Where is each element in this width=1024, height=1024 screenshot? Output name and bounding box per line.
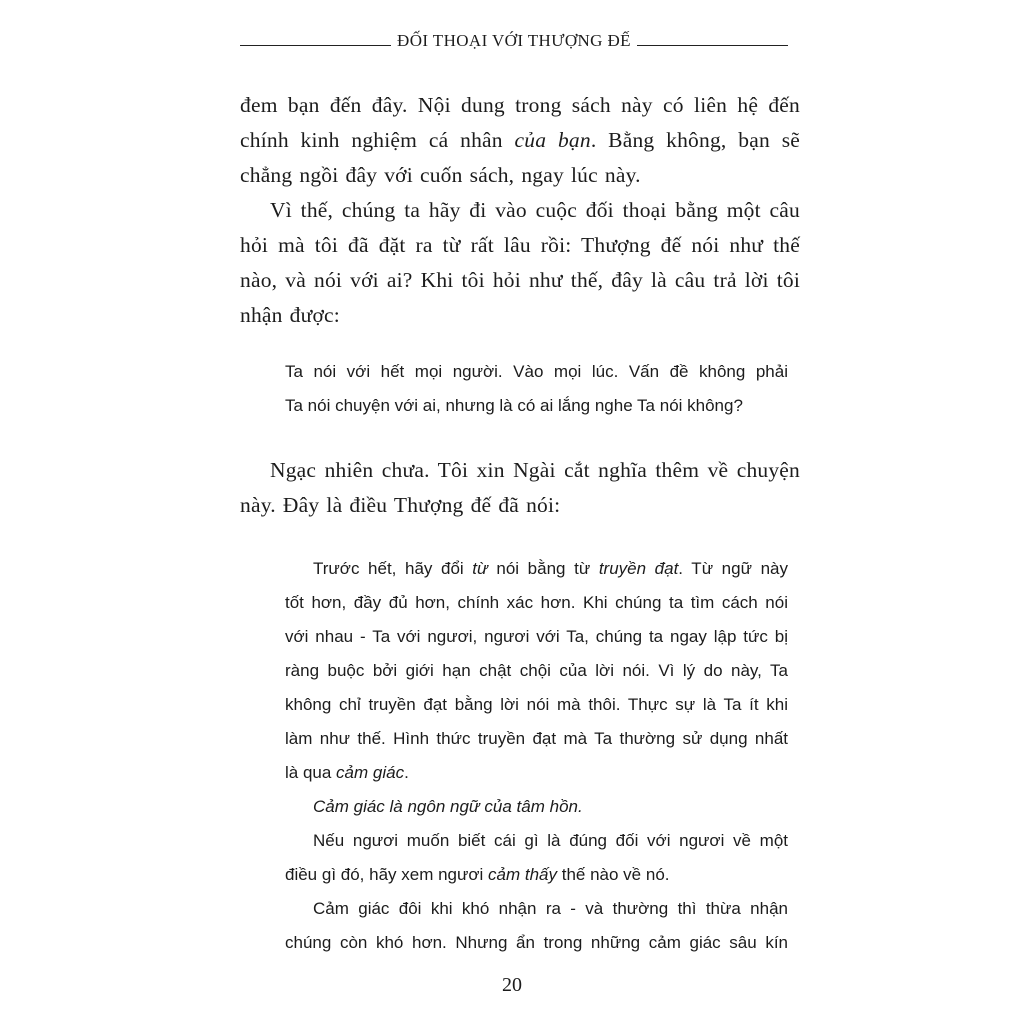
emphasis: Cảm giác là ngôn ngữ của tâm hồn.	[313, 797, 583, 816]
text-line: chính kinh nghiệm cá nhân của bạn. Bằng không, bạn sẽ	[240, 128, 801, 152]
text-line: đem bạn đến đây. Nội dung trong sách này có liên hệ đến	[240, 93, 800, 117]
text-line: nhận được:	[240, 303, 340, 327]
text-line: với nhau - Ta với ngươi, ngươi với Ta, chúng ta ngay lập tức bị	[285, 627, 788, 646]
emphasis: của bạn	[514, 128, 591, 152]
text-line: điều gì đó, hãy xem ngươi cảm thấy thế nào về nó.	[285, 865, 670, 884]
text-line: là qua cảm giác.	[285, 763, 409, 782]
text-line: chẳng ngồi đây với cuốn sách, ngay lúc này.	[240, 163, 641, 187]
paragraph-3	[240, 453, 800, 523]
header-rule-left	[240, 45, 391, 46]
text-line: chúng còn khó hơn. Nhưng ẩn trong những cảm giác sâu kín	[285, 933, 788, 952]
text-line: này. Đây là điều Thượng đế đã nói:	[240, 493, 561, 517]
paragraph-2	[240, 193, 800, 333]
text-line: Nếu ngươi muốn biết cái gì là đúng đối với ngươi về một	[313, 831, 788, 850]
text-line: Vì thế, chúng ta hãy đi vào cuộc đối thoại bằng một câu	[270, 198, 800, 222]
text-line	[285, 790, 788, 824]
text-line: hỏi mà tôi đã đặt ra từ rất lâu rồi: Thượng đế nói như thế	[240, 233, 800, 257]
text-line: Ngạc nhiên chưa. Tôi xin Ngài cắt nghĩa thêm về chuyện	[270, 458, 800, 482]
text-line: ràng buộc bởi giới hạn chật chội của lời nói. Vì lý do này, Ta	[285, 661, 788, 680]
emphasis: truyền đạt	[598, 559, 679, 578]
text-line: Ta nói chuyện với ai, nhưng là có ai lắng nghe Ta nói không?	[285, 396, 743, 415]
quote-block-2	[285, 552, 788, 960]
page-number: 20	[502, 974, 522, 996]
running-header	[240, 30, 788, 52]
header-rule-right	[637, 45, 788, 46]
quote-block-1	[285, 355, 788, 423]
text-line: Trước hết, hãy đổi từ nói bằng từ truyền đạt. Từ ngữ này	[313, 559, 788, 578]
paragraph-1	[240, 88, 800, 193]
text-line: Ta nói với hết mọi người. Vào mọi lúc. Vấn đề không phải	[285, 362, 788, 381]
emphasis: cảm giác	[336, 763, 405, 782]
text-line: nào, và nói với ai? Khi tôi hỏi như thế, đây là câu trả lời tôi	[240, 268, 800, 292]
text-line: làm như thế. Hình thức truyền đạt mà Ta thường sử dụng nhất	[285, 729, 788, 748]
emphasis: từ	[472, 559, 488, 578]
text-line: tốt hơn, đầy đủ hơn, chính xác hơn. Khi chúng ta tìm cách nói	[285, 593, 788, 612]
header-title: ĐỐI THOẠI VỚI THƯỢNG ĐẾ	[397, 31, 631, 50]
emphasis: cảm thấy	[488, 865, 558, 884]
text-line: Cảm giác đôi khi khó nhận ra - và thường thì thừa nhận	[313, 899, 788, 918]
text-line: không chỉ truyền đạt bằng lời nói mà thôi. Thực sự là Ta ít khi	[285, 695, 788, 714]
